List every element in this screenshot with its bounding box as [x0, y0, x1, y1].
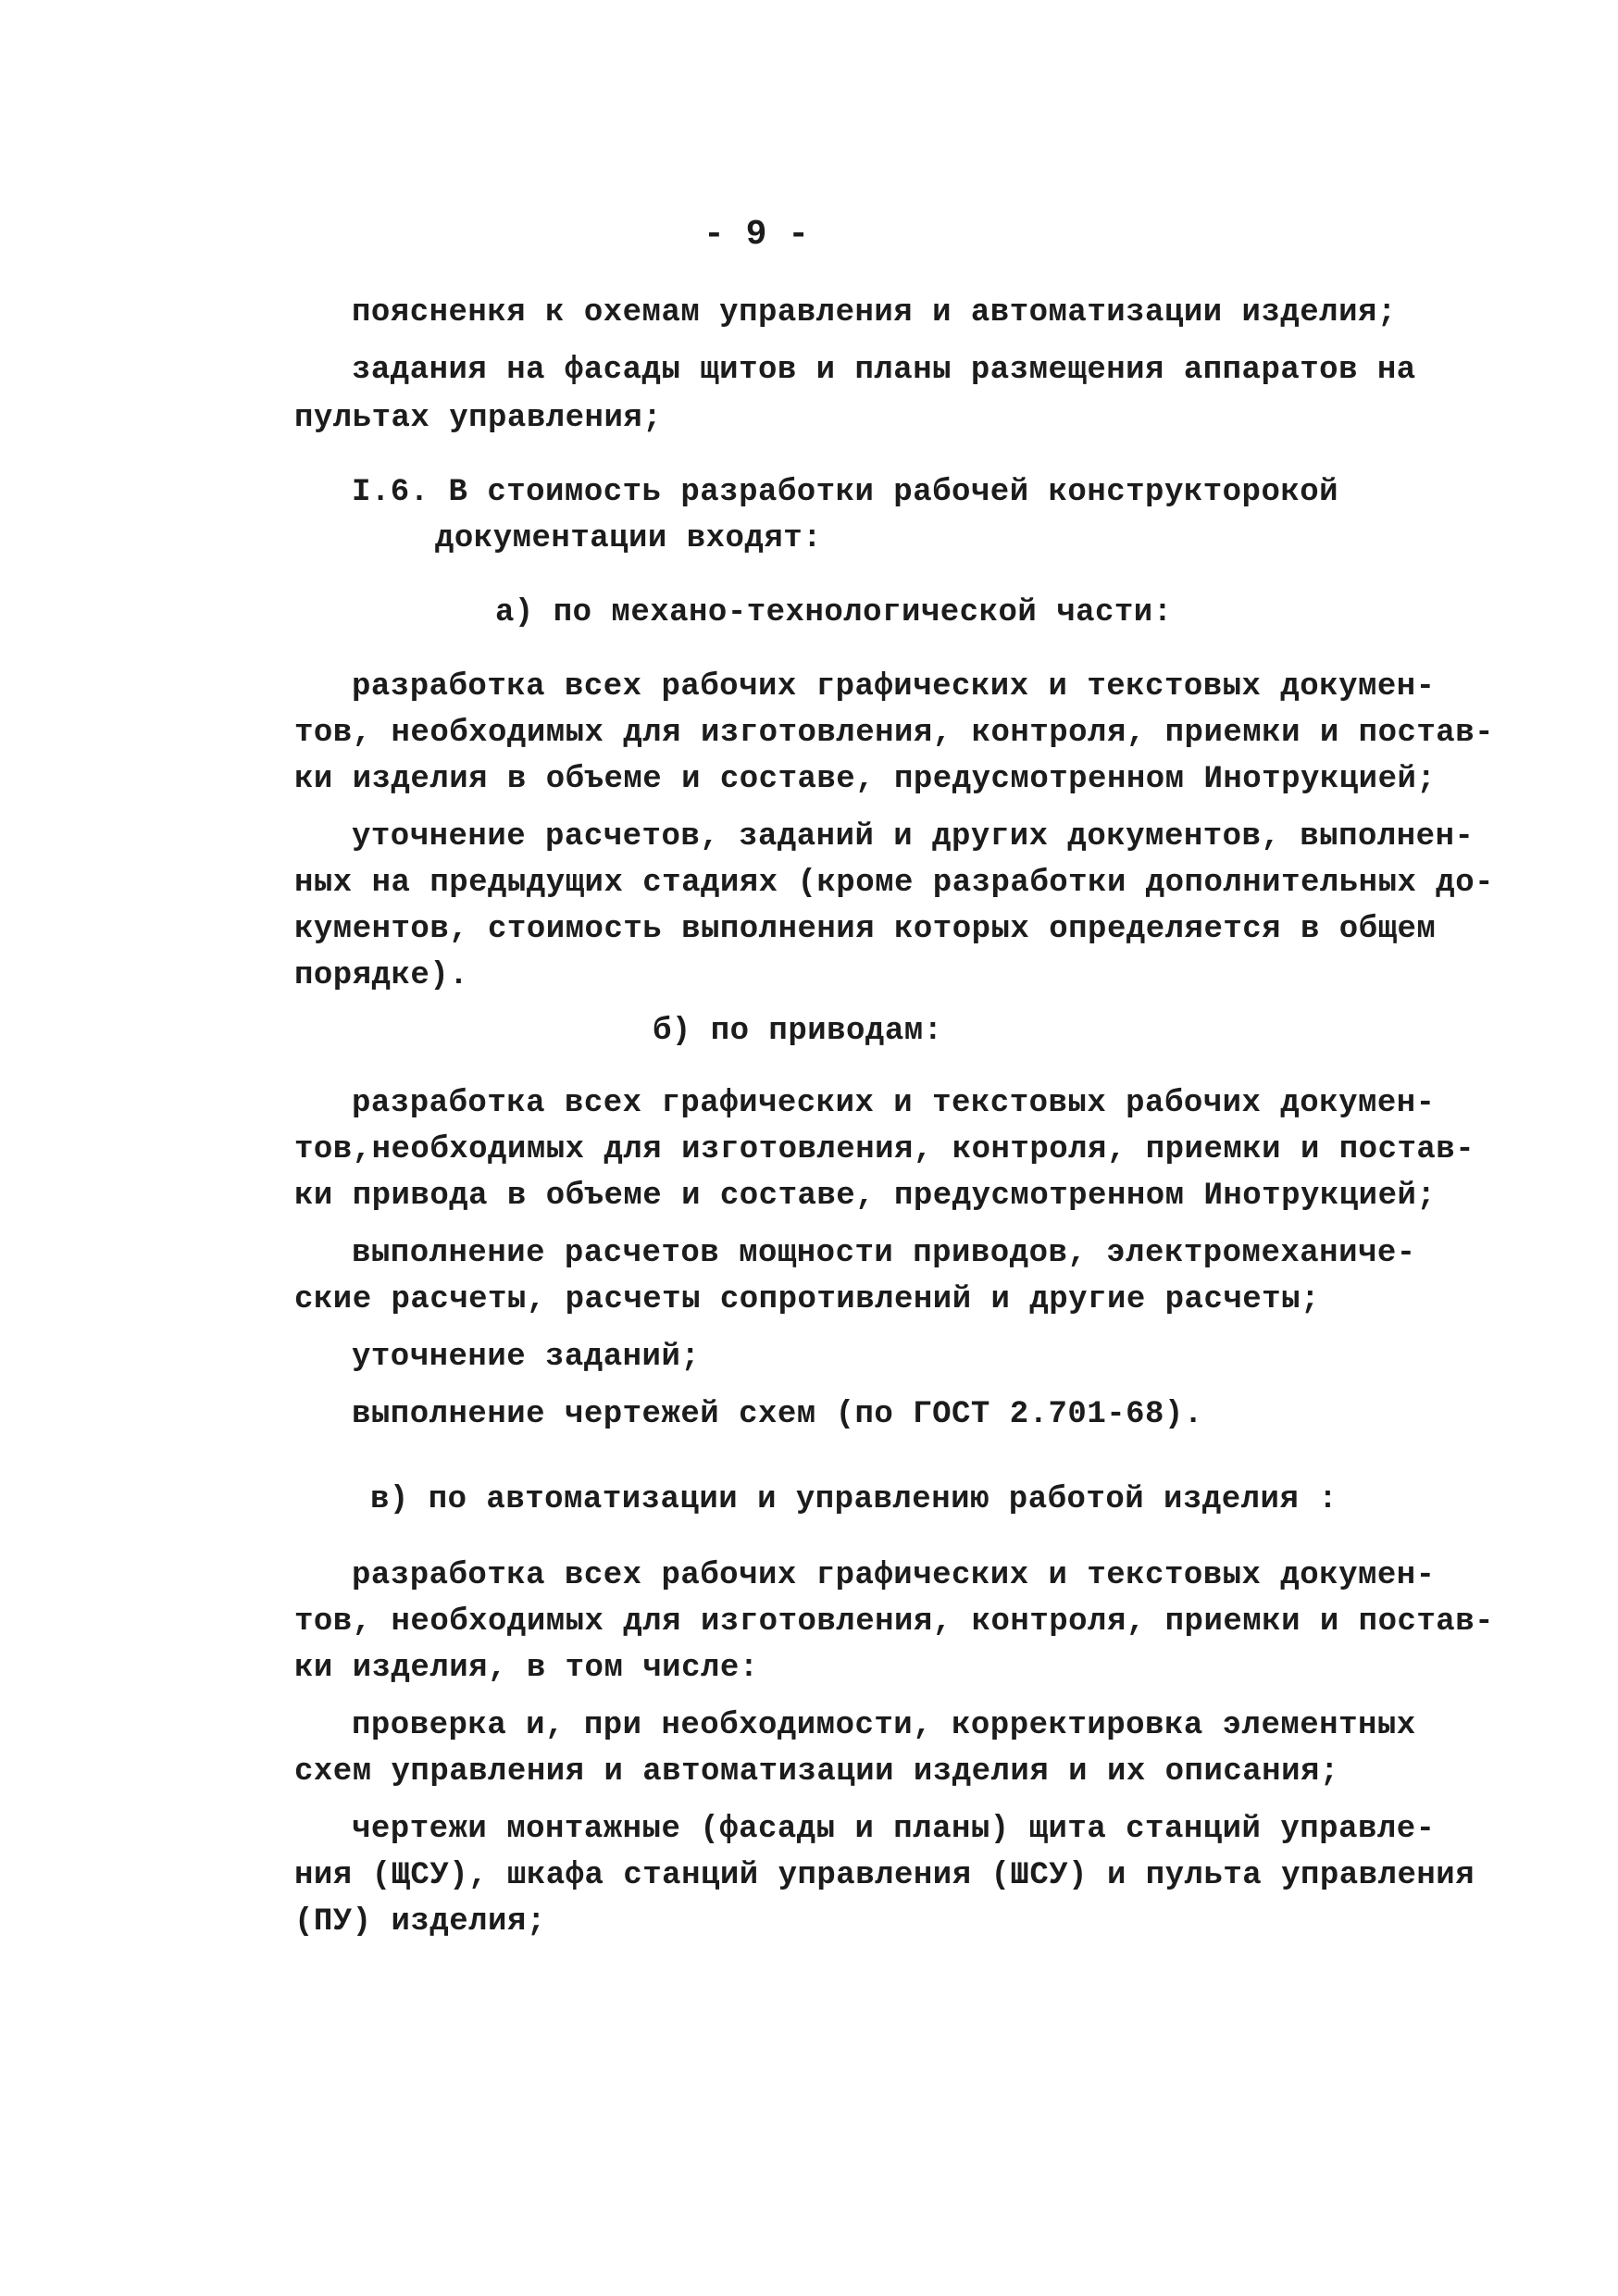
text-line: выполнение чертежей схем (по ГОСТ 2.701-68). [352, 1397, 1203, 1432]
text-line: уточнение расчетов, заданий и других документов, выполнен- [352, 819, 1475, 855]
text-line: разработка всех рабочих графических и текстовых докумен- [352, 669, 1436, 705]
text-line: ки привода в объеме и составе, предусмотренном Инотрукцией; [294, 1179, 1437, 1214]
section-heading: I.6. В стоимость разработки рабочей конструкторокой [352, 475, 1339, 510]
subsection-heading: в) по автоматизации и управлению работой изделия : [370, 1482, 1338, 1517]
text-line: схем управления и автоматизации изделия и их описания; [294, 1754, 1339, 1790]
text-line: задания на фасады щитов и планы размещения аппаратов на [352, 353, 1416, 388]
text-line: тов, необходимых для изготовления, контроля, приемки и постав- [294, 716, 1495, 751]
text-line: ские расчеты, расчеты сопротивлений и другие расчеты; [294, 1282, 1320, 1317]
text-line: кументов, стоимость выполнения которых определяется в общем [294, 912, 1437, 947]
page-number: - 9 - [703, 215, 810, 255]
subsection-heading: б) по приводам: [653, 1014, 943, 1049]
text-line: разработка всех рабочих графических и текстовых докумен- [352, 1558, 1436, 1593]
text-line: ки изделия, в том числе: [294, 1651, 759, 1686]
text-line: проверка и, при необходимости, корректировка элементных [352, 1708, 1416, 1743]
text-line: выполнение расчетов мощности приводов, электромеханиче- [352, 1236, 1416, 1271]
text-line: поясненкя к охемам управления и автоматизации изделия; [352, 295, 1397, 331]
text-line: ки изделия в объеме и составе, предусмотренном Инотрукцией; [294, 762, 1437, 797]
text-line: разработка всех графических и текстовых рабочих докумен- [352, 1086, 1436, 1121]
text-line: тов, необходимых для изготовления, контроля, приемки и постав- [294, 1604, 1495, 1640]
text-line: ния (ЩСУ), шкафа станций управления (ШСУ) и пульта управления [294, 1858, 1475, 1893]
text-line: тов,необходимых для изготовления, контроля, приемки и постав- [294, 1132, 1475, 1167]
text-line: чертежи монтажные (фасады и планы) щита станций управле- [352, 1812, 1436, 1847]
text-line: порядке). [294, 958, 469, 993]
subsection-heading: а) по механо-технологической части: [495, 595, 1173, 630]
section-heading: документации входят: [435, 521, 823, 556]
text-line: (ПУ) изделия; [294, 1904, 546, 1940]
text-line: ных на предыдущих стадиях (кроме разработки дополнительных до- [294, 866, 1495, 901]
text-line: уточнение заданий; [352, 1340, 701, 1375]
text-line: пультах управления; [294, 401, 663, 436]
